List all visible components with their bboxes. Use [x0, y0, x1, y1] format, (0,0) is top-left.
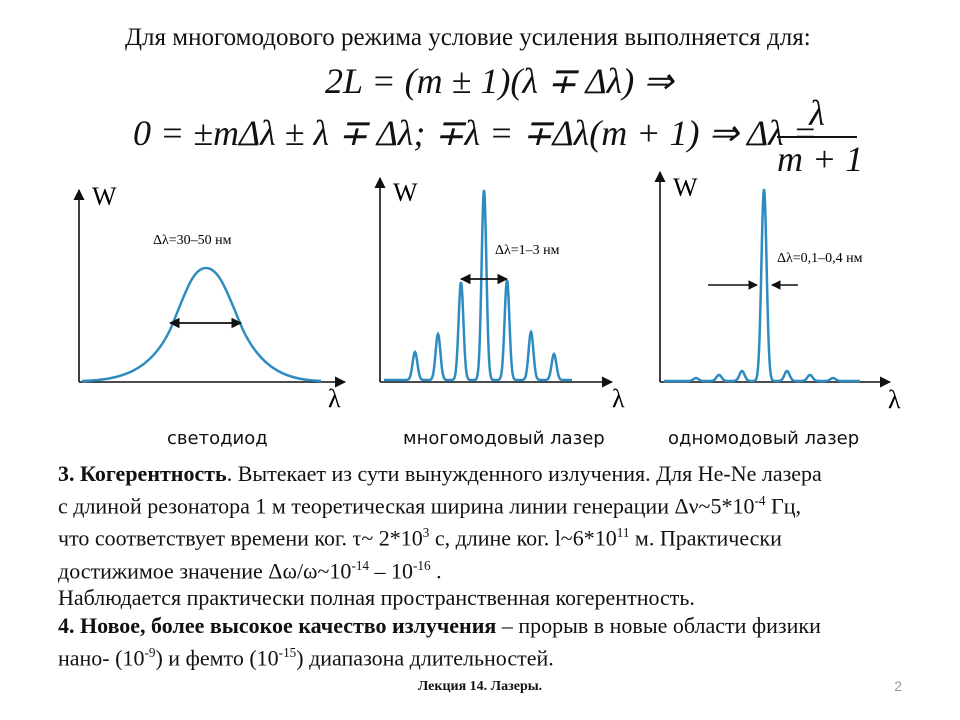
- intro-text: Для многомодового режима условие усиления выполняется для:: [125, 24, 811, 51]
- x-axis-label: λ: [888, 385, 901, 414]
- equation-derivation: 0 = ±mΔλ ± λ ∓ Δλ; ∓λ = ∓Δλ(m + 1) ⇒ Δλ =: [133, 113, 818, 153]
- section3-text: .: [430, 557, 442, 583]
- section3-text: Наблюдается практически полная пространственная когерентность.: [58, 584, 695, 610]
- footer: Лекция 14. Лазеры.: [417, 679, 543, 694]
- caption-singlemode: одномодовый лазер: [668, 428, 860, 449]
- exponent: 11: [616, 525, 630, 541]
- section3-text: Гц,: [765, 493, 801, 519]
- section3-text: . Вытекает из сути вынужденного излучения. Для He-Ne лазера: [226, 461, 822, 486]
- singlemode-spectrum-curve: [664, 189, 860, 381]
- fraction-numerator: λ: [809, 93, 825, 133]
- x-axis-label: λ: [612, 384, 625, 413]
- x-axis-label: λ: [328, 384, 341, 413]
- exponent: -15: [278, 645, 297, 660]
- chart-singlemode: [660, 172, 901, 414]
- chart-multimode: [380, 178, 625, 413]
- fraction-denominator: m + 1: [777, 139, 864, 179]
- section3-text: с длиной резонатора 1 м теоретическая ширина линии генерации Δν~5*10: [58, 493, 755, 519]
- exponent: -4: [754, 493, 766, 508]
- width-label: Δλ=1–3 нм: [495, 243, 560, 258]
- section-coherence: [58, 460, 918, 611]
- section4-text: ) и фемто (10: [155, 645, 279, 671]
- page-number: 2: [894, 678, 902, 694]
- y-axis-label: W: [92, 182, 117, 211]
- section4-text: нано- (10: [58, 645, 145, 671]
- section3-text: с, длине ког. l~6*10: [429, 525, 617, 551]
- section3-heading: 3. Когерентность: [58, 461, 227, 486]
- section-quality: [58, 612, 918, 671]
- width-label: Δλ=0,1–0,4 нм: [777, 251, 863, 266]
- width-label: Δλ=30–50 нм: [153, 233, 232, 248]
- y-axis-label: W: [673, 173, 698, 202]
- exponent: 3: [422, 525, 430, 541]
- section4-text: ) диапазона длительностей.: [296, 645, 554, 671]
- exponent: -14: [351, 557, 370, 573]
- multimode-spectrum-curve: [384, 190, 572, 380]
- exponent: -9: [144, 645, 156, 660]
- caption-led: светодиод: [167, 428, 268, 449]
- section3-text: что соответствует времени ког. τ~ 2*10: [58, 525, 423, 551]
- section3-text: – 10: [369, 557, 414, 583]
- chart-led: [79, 182, 345, 413]
- exponent: -16: [413, 557, 431, 573]
- section4-heading: 4. Новое, более высокое качество излучения: [58, 613, 497, 638]
- equation-gain-condition: 2L = (m ± 1)(λ ∓ Δλ) ⇒: [325, 61, 674, 101]
- y-axis-label: W: [393, 178, 418, 207]
- section3-text: достижимое значение Δω/ω~10: [58, 557, 352, 583]
- led-spectrum-curve: [82, 268, 321, 381]
- section4-text: – прорыв в новые области физики: [496, 613, 821, 638]
- section3-text: м. Практически: [629, 525, 782, 551]
- caption-multimode: многомодовый лазер: [403, 428, 605, 449]
